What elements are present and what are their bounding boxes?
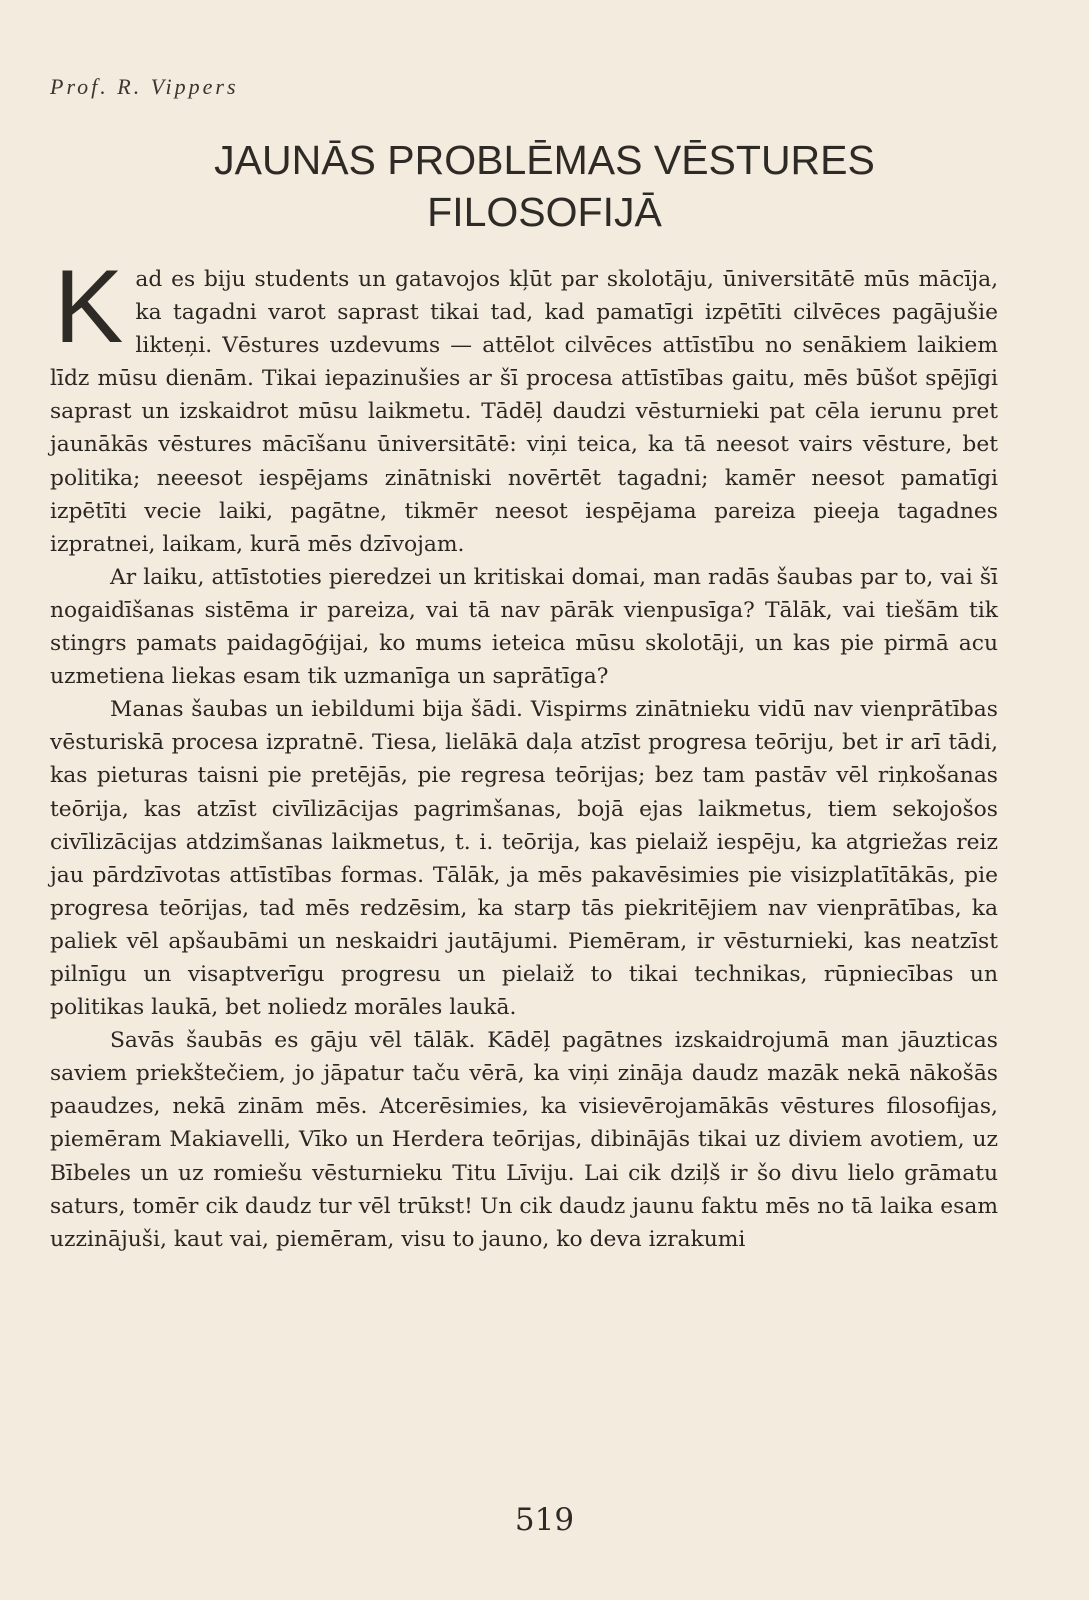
article-body	[50, 249, 998, 1256]
paragraph-3: Manas šaubas un iebildumi bija šādi. Vispirms zinātnieku vidū nav vienprātības vēsturiskā procesa izpratnē. Tiesa, lielākā daļa atzīst progresa teōriju, bet ir arī tādi, kas pieturas taisni pie pretējās, pie regresa teōrijas; bez tam pastāv vēl riņkošanas teōrija, kas atzīst civīlizācijas pagrimšanas, bojā ejas laikmetus, tiem sekojošos civīlizācijas atdzimšanas laikmetus, t. i. teōrija, kas pielaiž iespēju, ka atgriežas reiz jau pārdzīvotas attīstības formas. Tālāk, ja mēs pakavēsimies pie visizplatītākās, pie progresa teōrijas, tad mēs redzēsim, ka starp tās piekritējiem nav vienprātības, ka paliek vēl apšaubāmi un neskaidri jautājumi. Piemēram, ir vēsturnieki, kas neatzīst pilnīgu un visaptverīgu progresu un pielaiž to tikai technikas, rūpniecības un politikas laukā, bet noliedz morāles laukā.	[50, 697, 998, 1021]
drop-cap: K	[54, 249, 124, 365]
paragraph-2: Ar laiku, attīstoties pieredzei un kritiskai domai, man radās šaubas par to, vai šī nogaidīšanas sistēma ir pareiza, vai tā nav pārāk vienpusīga? Tālāk, vai tiešām tik stingrs pamats paidagōģijai, ko mums ieteica mūsu skolotāji, un kas pie pirmā acu uzmetiena liekas esam tik uzmanīga un saprātīga?	[50, 564, 998, 690]
article-title-line-2: FILOSOFIJĀ	[427, 189, 662, 235]
page-number: 519	[514, 1502, 575, 1538]
paragraph-1	[50, 249, 998, 561]
article-title-line-1: JAUNĀS PROBLĒMAS VĒSTURES	[214, 137, 875, 183]
paragraph-4: Savās šaubās es gāju vēl tālāk. Kādēļ pagātnes izskaidrojumā man jāuzticas saviem priekštečiem, jo jāpatur taču vērā, ka viņi zināja daudz mazāk nekā nākošās paaudzes, nekā zinām mēs. Atcerēsimies, ka visievērojamākās vēstures filosofijas, piemēram Makiavelli, Vīko un Herdera teōrijas, dibinājās tikai uz diviem avotiem, uz Bībeles un uz romiešu vēsturnieku Titu Līviju. Lai cik dziļš ir šo divu lielo grāmatu saturs, tomēr cik daudz tur vēl trūkst! Un cik daudz jaunu faktu mēs no tā laika esam uzzinājuši, kaut vai, piemēram, visu to jauno, ko deva izrakumi	[50, 1028, 998, 1252]
paragraph-1-text: ad es biju students un gatavojos kļūt par skolotāju, ūniversitātē mūs mācīja, ka tagadni varot saprast tikai tad, kad pamatīgi izpētīti cilvēces pagājušie likteņi. Vēstures uzdevums — attēlot cilvēces attīstību no senākiem laikiem līdz mūsu dienām. Tikai iepazinušies ar šī procesa attīstības gaitu, mēs būšot spējīgi saprast un izskaidrot mūsu laikmetu. Tādēļ daudzi vēsturnieki pat cēla ierunu pret jaunākās vēstures mācīšanu ūniversitātē: viņi teica, ka tā neesot vairs vēsture, bet politika; neeesot iespējams zinātniski novērtēt tagadni; kamēr neesot pamatīgi izpētīti vecie laiki, pagātne, tikmēr neesot iespējama pareiza pieeja tagadnes izpratnei, laikam, kurā mēs dzīvojam.	[50, 267, 998, 557]
author-name: Prof. R. Vippers	[50, 74, 239, 99]
